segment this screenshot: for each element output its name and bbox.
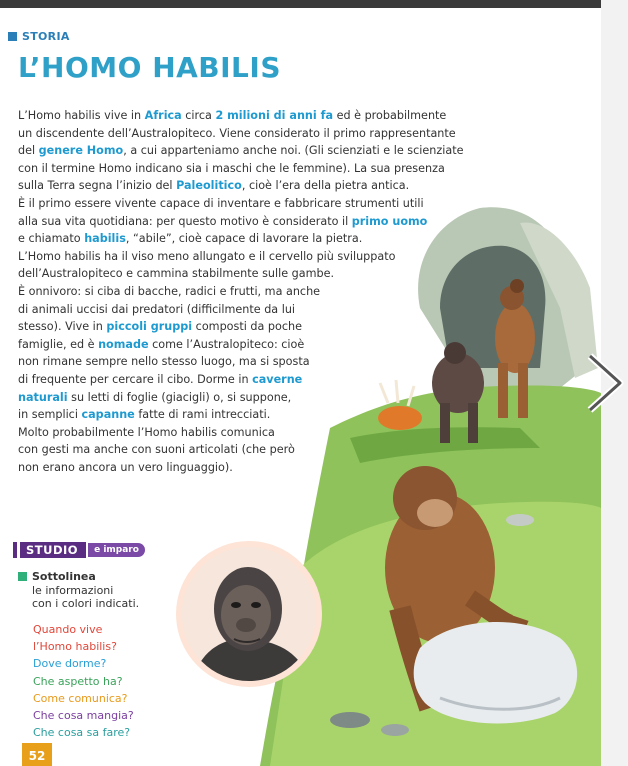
- highlighted-term: nomade: [98, 337, 149, 351]
- body-text: del: [18, 144, 39, 158]
- instruction: [18, 570, 139, 611]
- body-line: [18, 230, 538, 248]
- body-text: con il termine Homo indicano sia i maschi che le femmine). La sua presenza: [18, 161, 445, 175]
- studio-marker: [13, 542, 17, 558]
- highlighted-term: piccoli gruppi: [106, 320, 193, 334]
- highlighted-term: Paleolitico: [176, 179, 242, 193]
- body-text: , “abile”, cioè capace di lavorare la pietra.: [125, 232, 363, 246]
- body-text: sulla Terra segna l’inizio del: [18, 179, 177, 193]
- body-text: come l’Australopiteco: cioè: [148, 337, 305, 351]
- page-number: 52: [22, 743, 52, 766]
- textbook-page: [0, 8, 601, 766]
- studio-sub-label: e imparo: [88, 543, 145, 557]
- highlighted-term: Africa: [144, 109, 182, 122]
- question-line: l’Homo habilis?: [33, 640, 117, 654]
- habilis-portrait: [176, 541, 322, 687]
- body-text: L’Homo habilis vive in: [18, 109, 145, 122]
- body-text: composti da poche: [192, 320, 302, 334]
- body-text: con gesti ma anche con suoni articolati (che però: [18, 443, 295, 457]
- question-list: [33, 621, 134, 741]
- body-text: non erano ancora un vero linguaggio).: [18, 460, 233, 474]
- body-line: [18, 389, 538, 407]
- instruction-marker: [18, 572, 27, 581]
- body-line: [18, 248, 538, 266]
- question-line: Che cosa mangia?: [33, 709, 134, 723]
- instruction-line: con i colori indicati.: [32, 597, 140, 610]
- body-text: di animali uccisi dai predatori (difficilmente da lui: [18, 302, 296, 316]
- body-line: [18, 406, 538, 424]
- body-line: [18, 142, 538, 160]
- body-text: circa: [181, 109, 216, 122]
- body-text: stesso). Vive in: [18, 320, 107, 334]
- page-title: L’HOMO HABILIS: [18, 51, 281, 84]
- body-text: e chiamato: [18, 232, 85, 246]
- body-line: [18, 160, 538, 178]
- body-text: È onnivoro: si ciba di bacche, radici e frutti, ma anche: [18, 284, 321, 298]
- body-line: [18, 301, 538, 319]
- body-line: [18, 424, 538, 442]
- highlighted-term: naturali: [18, 390, 68, 404]
- highlighted-term: capanne: [81, 408, 135, 422]
- highlighted-term: genere Homo: [38, 144, 124, 158]
- body-line: [18, 441, 538, 459]
- body-text: non rimane sempre nello stesso luogo, ma si sposta: [18, 355, 310, 369]
- section-text: STORIA: [22, 30, 70, 43]
- body-line: [18, 195, 538, 213]
- section-marker: [8, 32, 17, 41]
- question-line: Dove dorme?: [33, 657, 107, 671]
- question-line: Quando vive: [33, 623, 103, 636]
- question-line: Come comunica?: [33, 691, 128, 705]
- question-line: Che aspetto ha?: [33, 674, 123, 688]
- chevron-right-icon[interactable]: [586, 352, 624, 414]
- body-text: Molto probabilmente l’Homo habilis comunica: [18, 425, 275, 439]
- body-text: di frequente per cercare il cibo. Dorme in: [18, 372, 253, 386]
- highlighted-term: caverne: [252, 372, 303, 386]
- highlighted-term: primo uomo: [351, 214, 428, 228]
- body-text: su letti di foglie (giacigli) o, si suppone,: [67, 390, 292, 404]
- body-line: [18, 371, 538, 389]
- body-line: [18, 265, 538, 283]
- section-label: [8, 30, 70, 43]
- habilis-face-illustration: [182, 547, 316, 681]
- body-line: [18, 107, 538, 125]
- studio-label: STUDIO: [20, 542, 86, 558]
- body-line: [18, 125, 538, 143]
- body-line: [18, 213, 538, 231]
- body-text: , cioè l’era della pietra antica.: [241, 179, 410, 193]
- body-line: [18, 353, 538, 371]
- main-text: [18, 107, 538, 476]
- body-line: [18, 336, 538, 354]
- body-text: fatte di rami intrecciati.: [134, 408, 271, 422]
- body-text: in semplici: [18, 408, 82, 422]
- body-text: alla sua vita quotidiana: per questo motivo è considerato il: [18, 214, 352, 228]
- body-text: famiglie, ed è: [18, 337, 99, 351]
- instruction-first: Sottolinea: [32, 570, 96, 583]
- body-text: È il primo essere vivente capace di inventare e fabbricare strumenti utili: [18, 196, 424, 210]
- highlighted-term: habilis: [84, 232, 126, 246]
- body-line: [18, 459, 538, 477]
- body-line: [18, 318, 538, 336]
- body-text: , a cui apparteniamo anche noi. (Gli scienziati e le scienziate: [123, 144, 464, 158]
- studio-badge: [13, 542, 145, 558]
- instruction-line: le informazioni: [32, 583, 114, 597]
- body-text: ed è probabilmente: [333, 109, 447, 122]
- highlighted-term: 2 milioni di anni fa: [215, 109, 334, 122]
- question-line: Che cosa sa fare?: [33, 726, 131, 740]
- body-text: un discendente dell’Australopiteco. Viene considerato il primo rappresentante: [18, 126, 456, 140]
- body-line: [18, 177, 538, 195]
- body-text: L’Homo habilis ha il viso meno allungato e il cervello più sviluppato: [18, 249, 396, 263]
- body-text: dell’Australopiteco e cammina stabilmente sulle gambe.: [18, 267, 335, 281]
- body-line: [18, 283, 538, 301]
